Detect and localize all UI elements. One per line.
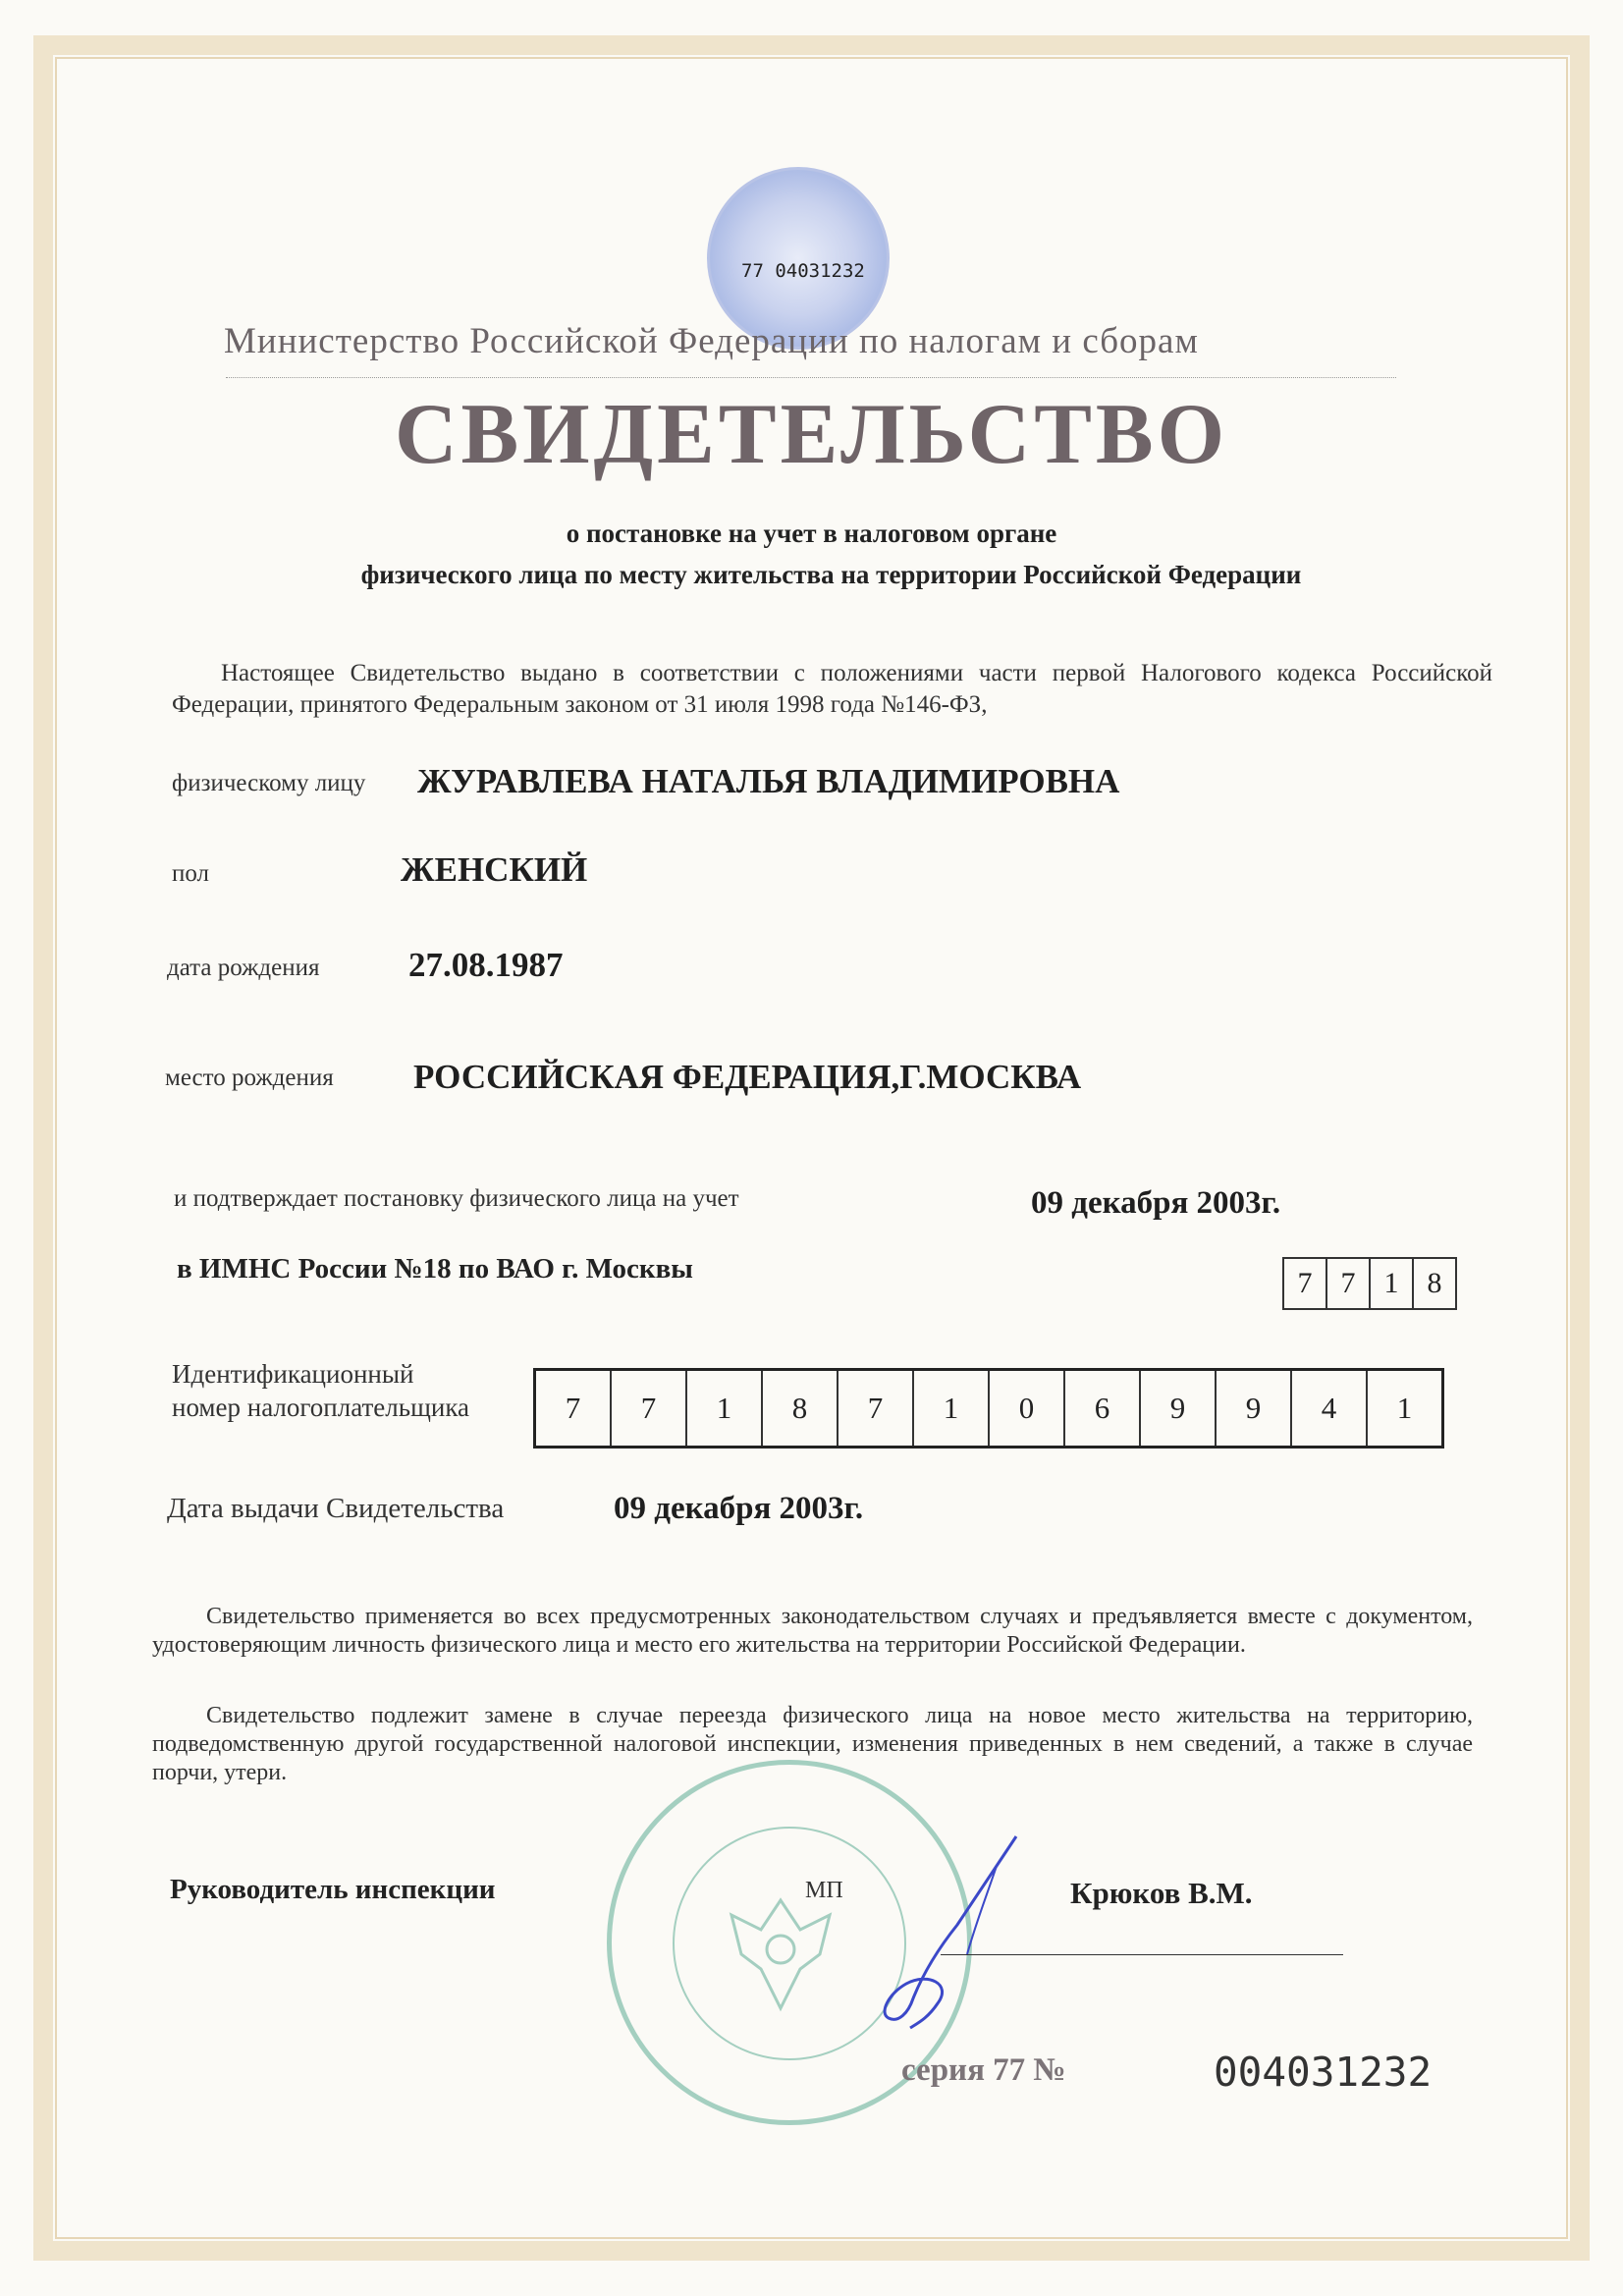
sex-value: ЖЕНСКИЙ xyxy=(401,850,588,889)
birth-date-value: 27.08.1987 xyxy=(408,946,564,984)
inn-digit: 7 xyxy=(612,1371,687,1446)
signer-name: Крюков В.М. xyxy=(1070,1876,1253,1910)
inn-digit: 1 xyxy=(687,1371,763,1446)
issue-date-label: Дата выдачи Свидетельства xyxy=(167,1493,505,1524)
inn-label-line-1: Идентификационный xyxy=(172,1359,414,1389)
header-divider xyxy=(226,377,1396,378)
intro-paragraph: Настоящее Свидетельство выдано в соответствии с положениями части первой Налогового кодекса Российской Федерации, принятого Федеральным законом от 31 июля 1998 года №146-ФЗ, xyxy=(172,660,1492,718)
inn-digit: 8 xyxy=(763,1371,839,1446)
inn-digit: 9 xyxy=(1217,1371,1292,1446)
inn-digit-boxes xyxy=(533,1368,1444,1449)
inn-digit: 1 xyxy=(914,1371,990,1446)
birth-place-value: РОССИЙСКАЯ ФЕДЕРАЦИЯ,Г.МОСКВА xyxy=(413,1058,1082,1096)
issue-date-value: 09 декабря 2003г. xyxy=(614,1491,864,1526)
document-title: СВИДЕТЕЛЬСТВО xyxy=(394,387,1229,482)
sex-label: пол xyxy=(172,860,210,887)
registration-date: 09 декабря 2003г. xyxy=(1031,1185,1281,1221)
subtitle-line-2: физического лица по месту жительства на территории Российской Федерации xyxy=(360,560,1302,589)
inn-digit: 1 xyxy=(1396,1391,1413,1425)
birth-date-label: дата рождения xyxy=(167,955,320,981)
person-label: физическому лицу xyxy=(172,770,366,796)
inn-digit: 4 xyxy=(1292,1371,1368,1446)
series-label: серия 77 № xyxy=(901,2052,1066,2088)
subtitle-line-1: о постановке на учет в налоговом органе xyxy=(566,519,1057,548)
tax-authority: в ИМНС России №18 по ВАО г. Москвы xyxy=(177,1253,693,1285)
authority-code-digit: 1 xyxy=(1371,1259,1414,1308)
ministry-name: Министерство Российской Федерации по налогам и сборам xyxy=(224,321,1199,361)
birth-place-label: место рождения xyxy=(165,1065,334,1091)
inn-digit: 7 xyxy=(536,1371,612,1446)
notes-paragraph-1: Свидетельство применяется во всех предусмотренных законодательством случаях и предъявляется вместе с документом, удостоверяющим личность физического лица и место его жительства на территории Российской Федерации. xyxy=(152,1604,1473,1658)
seal-place-mark: МП xyxy=(805,1878,843,1903)
authority-code-digit: 7 xyxy=(1284,1259,1327,1308)
hologram-number: 77 04031232 xyxy=(741,260,865,282)
authority-code-boxes xyxy=(1282,1257,1457,1310)
inn-digit: 7 xyxy=(839,1371,914,1446)
inn-digit: 9 xyxy=(1141,1371,1217,1446)
inn-digit: 0 xyxy=(990,1371,1065,1446)
authority-code-digit: 8 xyxy=(1427,1267,1442,1299)
notes-paragraph-2: Свидетельство подлежит замене в случае переезда физического лица на новое место жительства на территорию, подведомственную другой государственной налоговой инспекции, изменения приведенных в нем сведений, а также в случае порчи, утери. xyxy=(152,1703,1473,1785)
handwritten-signature xyxy=(830,1827,1055,2033)
signature-line xyxy=(941,1954,1343,1955)
head-of-inspection-label: Руководитель инспекции xyxy=(170,1874,496,1905)
person-name: ЖУРАВЛЕВА НАТАЛЬЯ ВЛАДИМИРОВНА xyxy=(417,762,1120,800)
authority-code-digit: 7 xyxy=(1327,1259,1371,1308)
inn-label-line-2: номер налогоплательщика xyxy=(172,1393,470,1422)
inn-digit: 6 xyxy=(1065,1371,1141,1446)
registration-label: и подтверждает постановку физического лица на учет xyxy=(174,1185,739,1212)
series-number: 004031232 xyxy=(1214,2049,1433,2096)
